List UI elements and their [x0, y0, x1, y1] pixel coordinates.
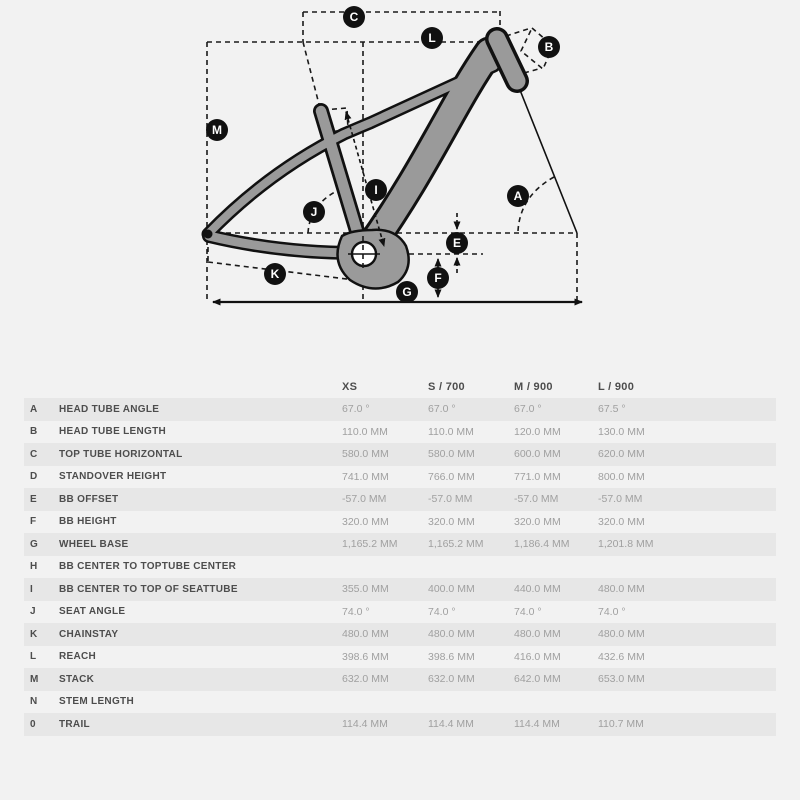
table-row	[24, 668, 776, 691]
row-value: 67.0 °	[342, 403, 370, 416]
row-value: 355.0 MM	[342, 583, 389, 596]
table-row	[24, 398, 776, 421]
row-value: 320.0 MM	[514, 515, 561, 528]
svg-text:F: F	[434, 271, 442, 286]
row-label: BB CENTER TO TOP OF SEATTUBE	[59, 583, 238, 595]
row-label: TOP TUBE HORIZONTAL	[59, 448, 183, 460]
dimension-badge-I	[365, 179, 387, 201]
geometry-diagram	[0, 0, 800, 370]
svg-text:E: E	[452, 236, 462, 251]
table-row	[24, 421, 776, 444]
table-row	[24, 443, 776, 466]
row-value: 432.6 MM	[598, 650, 645, 663]
svg-text:A: A	[513, 189, 523, 204]
row-value: 580.0 MM	[428, 448, 475, 461]
row-key: F	[30, 516, 37, 528]
row-key: C	[30, 448, 38, 460]
dimension-badge-A	[507, 185, 529, 207]
row-value: 580.0 MM	[342, 448, 389, 461]
row-value: 74.0 °	[514, 605, 542, 618]
row-key: L	[30, 651, 37, 663]
table-row	[24, 623, 776, 646]
row-label: STACK	[59, 673, 95, 685]
row-value: 398.6 MM	[342, 650, 389, 663]
row-value: 120.0 MM	[514, 425, 561, 438]
row-label: HEAD TUBE ANGLE	[59, 403, 160, 415]
row-value: 130.0 MM	[598, 425, 645, 438]
row-value: 320.0 MM	[598, 515, 645, 528]
row-key: K	[30, 628, 38, 640]
svg-text:B: B	[544, 40, 554, 55]
table-row	[24, 646, 776, 669]
dimension-badge-C	[343, 6, 365, 28]
row-value: 320.0 MM	[428, 515, 475, 528]
table-row	[24, 556, 776, 579]
svg-text:G: G	[402, 285, 412, 300]
row-key: H	[30, 561, 38, 573]
dimension-badge-E	[446, 232, 468, 254]
row-key: G	[30, 538, 39, 550]
row-value: 480.0 MM	[598, 583, 645, 596]
table-row	[24, 533, 776, 556]
size-column-header: XS	[342, 380, 358, 393]
row-label: WHEEL BASE	[59, 538, 129, 550]
rear-dropout	[204, 230, 213, 239]
row-key: B	[30, 426, 38, 438]
geometry-table-body	[24, 398, 776, 736]
row-value: 632.0 MM	[342, 673, 389, 686]
row-value: 67.5 °	[598, 403, 626, 416]
row-key: M	[30, 673, 39, 685]
row-value: 110.7 MM	[598, 718, 644, 731]
row-value: 110.0 MM	[428, 425, 474, 438]
row-value: 480.0 MM	[598, 628, 645, 641]
row-value: 67.0 °	[514, 403, 542, 416]
steerer-axis-line	[513, 80, 577, 233]
size-column-header: S / 700	[428, 380, 465, 393]
row-value: 320.0 MM	[342, 515, 389, 528]
size-column-header: M / 900	[514, 380, 553, 393]
row-value: 1,165.2 MM	[428, 538, 484, 551]
row-value: 480.0 MM	[342, 628, 389, 641]
row-label: REACH	[59, 651, 97, 663]
row-value: 1,165.2 MM	[342, 538, 398, 551]
row-label: BB OFFSET	[59, 493, 119, 505]
row-value: 741.0 MM	[342, 470, 389, 483]
dimension-badge-K	[264, 263, 286, 285]
row-value: -57.0 MM	[428, 493, 473, 506]
row-value: -57.0 MM	[598, 493, 643, 506]
row-key: 0	[30, 718, 36, 730]
dimension-badge-J	[303, 201, 325, 223]
geometry-table	[24, 375, 776, 736]
row-value: 400.0 MM	[428, 583, 475, 596]
svg-text:L: L	[428, 31, 436, 46]
table-row	[24, 578, 776, 601]
table-row	[24, 713, 776, 736]
row-value: 114.4 MM	[428, 718, 474, 731]
row-value: 480.0 MM	[428, 628, 475, 641]
row-label: TRAIL	[59, 718, 90, 730]
row-value: 766.0 MM	[428, 470, 475, 483]
row-value: 114.4 MM	[342, 718, 388, 731]
svg-text:J: J	[310, 205, 318, 220]
row-value: 416.0 MM	[514, 650, 561, 663]
row-value: 67.0 °	[428, 403, 456, 416]
row-value: 480.0 MM	[514, 628, 561, 641]
row-key: A	[30, 403, 38, 415]
row-key: E	[30, 493, 37, 505]
row-value: -57.0 MM	[342, 493, 387, 506]
row-value: 74.0 °	[342, 605, 370, 618]
row-label: BB HEIGHT	[59, 516, 117, 528]
row-value: -57.0 MM	[514, 493, 559, 506]
row-label: SEAT ANGLE	[59, 606, 126, 618]
table-row	[24, 488, 776, 511]
table-row	[24, 466, 776, 489]
row-value: 74.0 °	[428, 605, 456, 618]
svg-text:I: I	[374, 183, 378, 198]
row-value: 800.0 MM	[598, 470, 645, 483]
table-row	[24, 691, 776, 714]
row-value: 398.6 MM	[428, 650, 475, 663]
row-label: STEM LENGTH	[59, 696, 134, 708]
row-value: 1,186.4 MM	[514, 538, 570, 551]
row-value: 74.0 °	[598, 605, 626, 618]
dimension-badge-B	[538, 36, 560, 58]
row-label: CHAINSTAY	[59, 628, 119, 640]
size-column-header: L / 900	[598, 380, 635, 393]
svg-text:K: K	[270, 267, 280, 282]
row-value: 620.0 MM	[598, 448, 645, 461]
row-value: 1,201.8 MM	[598, 538, 654, 551]
row-key: N	[30, 696, 38, 708]
svg-text:C: C	[349, 10, 359, 25]
row-label: HEAD TUBE LENGTH	[59, 426, 167, 438]
row-value: 653.0 MM	[598, 673, 645, 686]
row-value: 632.0 MM	[428, 673, 475, 686]
row-value: 110.0 MM	[342, 425, 388, 438]
dimension-badge-L	[421, 27, 443, 49]
row-label: BB CENTER TO TOPTUBE CENTER	[59, 561, 237, 573]
row-label: STANDOVER HEIGHT	[59, 471, 167, 483]
table-row	[24, 601, 776, 624]
size-header-row	[24, 375, 776, 398]
dimension-badge-F	[427, 267, 449, 289]
row-key: J	[30, 606, 36, 618]
row-value: 114.4 MM	[514, 718, 560, 731]
frame-silhouette	[204, 39, 518, 289]
svg-text:M: M	[212, 123, 222, 138]
dimension-badge-M	[206, 119, 228, 141]
row-value: 600.0 MM	[514, 448, 561, 461]
row-key: D	[30, 471, 38, 483]
row-key: I	[30, 583, 34, 595]
dimension-badge-G	[396, 281, 418, 303]
row-value: 771.0 MM	[514, 470, 561, 483]
row-value: 642.0 MM	[514, 673, 561, 686]
table-row	[24, 511, 776, 534]
row-value: 440.0 MM	[514, 583, 561, 596]
